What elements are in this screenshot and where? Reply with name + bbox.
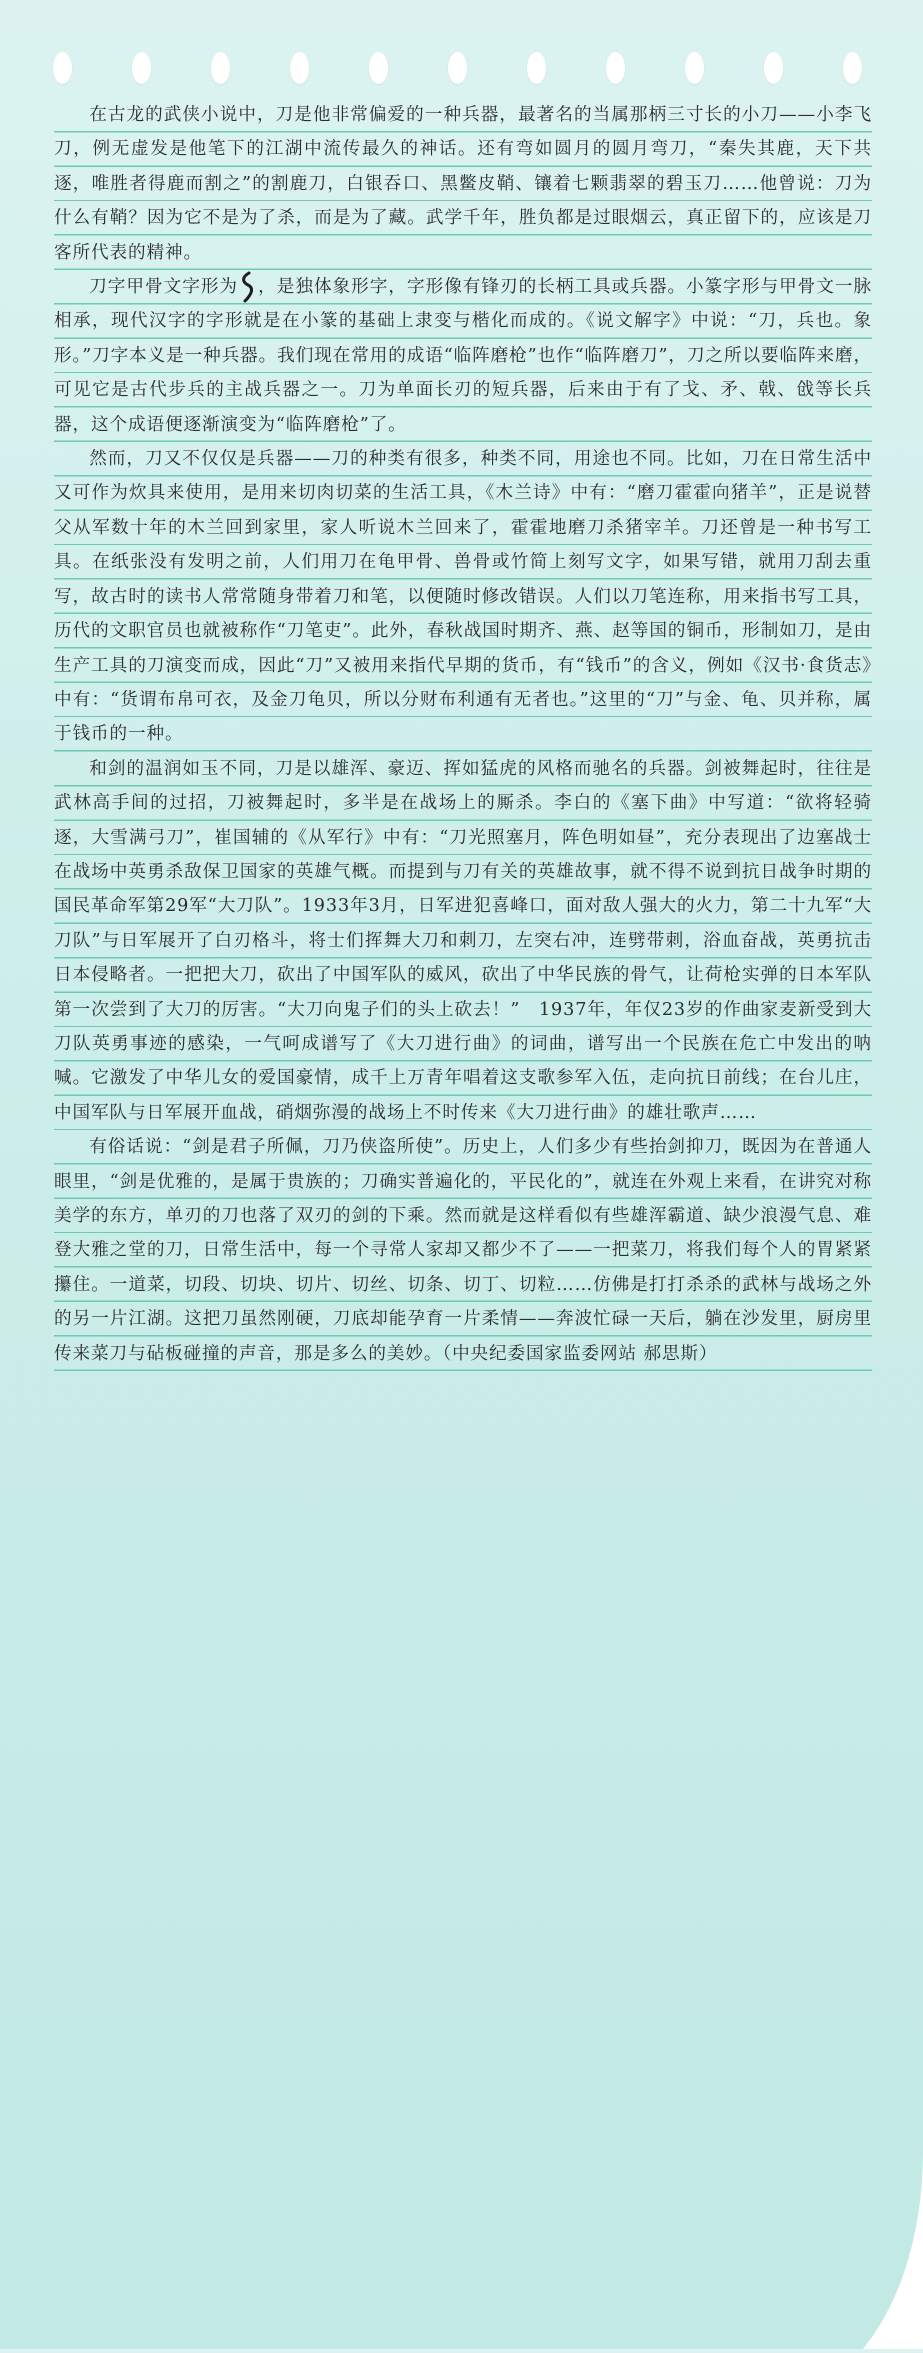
paragraph-2 <box>54 270 872 442</box>
paragraph-2-lead: 刀字甲骨文字形为 <box>89 277 239 298</box>
binding-hole <box>132 52 151 84</box>
binding-hole <box>211 52 230 84</box>
binding-hole <box>685 52 704 84</box>
binding-hole <box>53 52 72 84</box>
binding-hole <box>448 52 467 84</box>
binding-hole <box>369 52 388 84</box>
article-body <box>54 98 872 1371</box>
notebook-binding-holes <box>0 52 923 88</box>
page-curl-corner <box>863 2149 923 2349</box>
binding-hole <box>764 52 783 84</box>
binding-hole <box>527 52 546 84</box>
binding-hole <box>843 52 862 84</box>
oracle-bone-dao-glyph-icon <box>238 270 258 304</box>
paragraph-1: 在古龙的武侠小说中，刀是他非常偏爱的一种兵器，最著名的当属那柄三寸长的小刀——小李飞刀，例无虚发是他笔下的江湖中流传最久的神话。还有弯如圆月的圆月弯刀，“秦失其鹿，天下共逐，唯胜者得鹿而割之”的割鹿刀，白银吞口、黑鳖皮鞘、镶着七颗翡翠的碧玉刀……他曾说：刀为什么有鞘？因为它不是为了杀，而是为了藏。武学千年，胜负都是过眼烟云，真正留下的，应该是刀客所代表的精神。 <box>54 98 872 270</box>
paragraph-5: 有俗话说：“剑是君子所佩，刀乃侠盗所使”。历史上，人们多少有些抬剑抑刀，既因为在普通人眼里，“剑是优雅的，是属于贵族的；刀确实普遍化的，平民化的”，就连在外观上来看，在讲究对称美学的东方，单刃的刀也落了双刃的剑的下乘。然而就是这样看似有些雄浑霸道、缺少浪漫气息、难登大雅之堂的刀，日常生活中，每一个寻常人家却又都少不了——一把菜刀，将我们每个人的胃紧紧攥住。一道菜，切段、切块、切片、切丝、切条、切丁、切粒……仿佛是打打杀杀的武林与战场之外的另一片江湖。这把刀虽然刚硬，刀底却能孕育一片柔情——奔波忙碌一天后，躺在沙发里，厨房里传来菜刀与砧板碰撞的声音，那是多么的美妙。（中央纪委国家监委网站 郝思斯） <box>54 1130 872 1371</box>
binding-hole <box>606 52 625 84</box>
paragraph-3: 然而，刀又不仅仅是兵器——刀的种类有很多，种类不同，用途也不同。比如，刀在日常生活中又可作为炊具来使用，是用来切肉切菜的生活工具，《木兰诗》中有：“磨刀霍霍向猪羊”，正是说替父从军数十年的木兰回到家里，家人听说木兰回来了，霍霍地磨刀杀猪宰羊。刀还曾是一种书写工具。在纸张没有发明之前，人们用刀在龟甲骨、兽骨或竹简上刻写文字，如果写错，就用刀刮去重写，故古时的读书人常常随身带着刀和笔，以便随时修改错误。人们以刀笔连称，用来指书写工具，历代的文职官员也就被称作“刀笔吏”。此外，春秋战国时期齐、燕、赵等国的铜币，形制如刀，是由生产工具的刀演变而成，因此“刀”又被用来指代早期的货币，有“钱币”的含义，例如《汉书·食货志》中有：“货谓布帛可衣，及金刀龟贝，所以分财布利通有无者也。”这里的“刀”与金、龟、贝并称，属于钱币的一种。 <box>54 442 872 752</box>
binding-hole <box>290 52 309 84</box>
paragraph-2-rest: ，是独体象形字，字形像有锋刃的长柄工具或兵器。小篆字形与甲骨文一脉相承，现代汉字的字形就是在小篆的基础上隶变与楷化而成的。《说文解字》中说：“刀，兵也。象形。”刀字本义是一种兵器。我们现在常用的成语“临阵磨枪”也作“临阵磨刀”，刀之所以要临阵来磨，可见它是古代步兵的主战兵器之一。刀为单面长刃的短兵器，后来由于有了戈、矛、戟、戗等长兵器，这个成语便逐渐演变为“临阵磨枪”了。 <box>54 277 872 435</box>
paragraph-4: 和剑的温润如玉不同，刀是以雄浑、豪迈、挥如猛虎的风格而驰名的兵器。剑被舞起时，往往是武林高手间的过招，刀被舞起时，多半是在战场上的厮杀。李白的《塞下曲》中写道：“欲将轻骑逐，大雪满弓刀”，崔国辅的《从军行》中有：“刀光照塞月，阵色明如昼”，充分表现出了边塞战士在战场中英勇杀敌保卫国家的英雄气概。而提到与刀有关的英雄故事，就不得不说到抗日战争时期的国民革命军第29军“大刀队”。1933年3月，日军进犯喜峰口，面对敌人强大的火力，第二十九军“大刀队”与日军展开了白刃格斗，将士们挥舞大刀和刺刀，左突右冲，连劈带刺，浴血奋战，英勇抗击日本侵略者。一把把大刀，砍出了中国军队的威风，砍出了中华民族的骨气，让荷枪实弹的日本军队第一次尝到了大刀的厉害。“大刀向鬼子们的头上砍去！” 1937年，年仅23岁的作曲家麦新受到大刀队英勇事迹的感染，一气呵成谱写了《大刀进行曲》的词曲，谱写出一个民族在危亡中发出的呐喊。它激发了中华儿女的爱国豪情，成千上万青年唱着这支歌参军入伍，走向抗日前线；在台儿庄，中国军队与日军展开血战，硝烟弥漫的战场上不时传来《大刀进行曲》的雄壮歌声…… <box>54 752 872 1130</box>
